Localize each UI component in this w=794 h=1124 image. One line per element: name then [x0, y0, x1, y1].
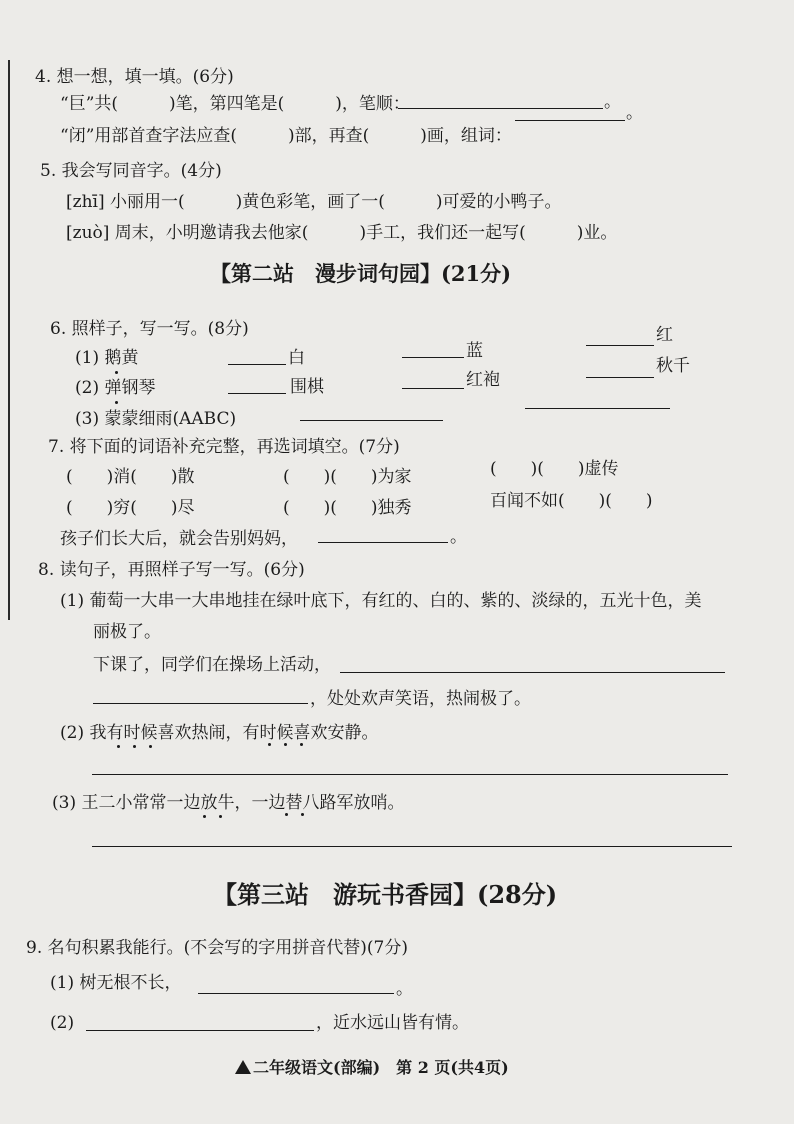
emphasis-dot — [284, 743, 287, 746]
footer-text: 二年级语文(部编) 第 2 页(共4页) — [253, 1058, 509, 1077]
q6-r2-item1: 围棋 — [290, 377, 324, 397]
section2-heading: 【第二站 漫步词句园】(21分) — [210, 261, 512, 286]
page-footer — [235, 1055, 509, 1078]
q7-r1-w3: ( )( )虚传 — [490, 459, 619, 479]
emphasis-dot — [268, 743, 271, 746]
emphasis-dot — [300, 743, 303, 746]
q4-line2: “闭”用部首查字法应查( )部，再查( )画，组词： — [60, 126, 512, 146]
q4-end2: 。 — [626, 103, 643, 123]
q6-r1-blank3[interactable] — [586, 345, 654, 346]
q4-end1: 。 — [604, 92, 621, 112]
publisher-logo-icon — [235, 1060, 251, 1074]
q6-row2-label: (2) 弹钢琴 — [75, 378, 156, 398]
q7-r2-w3: 百闻不如( )( ) — [490, 491, 653, 511]
q6-r2-item3: 秋千 — [656, 356, 690, 376]
q7-r2-w1: ( )穷( )尽 — [66, 498, 195, 518]
q6-title: 6. 照样子，写一写。(8分) — [50, 319, 249, 339]
q9-l1: (1) 树无根不长， — [50, 973, 182, 993]
q6-r1-blank1[interactable] — [228, 364, 286, 365]
emphasis-dot — [203, 815, 206, 818]
q8-title: 8. 读句子，再照样子写一写。(6分) — [38, 560, 305, 580]
q6-r2-blank1[interactable] — [228, 393, 286, 394]
q7-sentence-end: 。 — [450, 527, 467, 547]
q6-r2-blank2[interactable] — [402, 388, 464, 389]
q6-r3-blank2[interactable] — [525, 408, 670, 409]
q4-title: 4. 想一想，填一填。(6分) — [35, 67, 234, 87]
q5-line1: [zhī] 小丽用一( )黄色彩笔，画了一( )可爱的小鸭子。 — [66, 192, 562, 212]
q6-r3-blank1[interactable] — [300, 420, 443, 421]
emphasis-dot — [115, 371, 118, 374]
q4-answer-line1[interactable] — [398, 108, 603, 109]
q8-s3-answer[interactable] — [92, 846, 732, 847]
emphasis-dot — [301, 813, 304, 816]
q8-s1c: 下课了，同学们在操场上活动， — [93, 655, 331, 675]
q7-r1-w2: ( )( )为家 — [283, 467, 412, 487]
q8-s2: (2) 我有时候喜欢热闹，有时候喜欢安静。 — [60, 723, 379, 743]
emphasis-dot — [117, 745, 120, 748]
q8-s1-answer-b[interactable] — [93, 703, 308, 704]
q7-r2-w2: ( )( )独秀 — [283, 498, 412, 518]
emphasis-dot — [133, 745, 136, 748]
q6-row1-label: (1) 鹅黄 — [75, 348, 139, 368]
q6-r1-item2: 蓝 — [466, 341, 483, 361]
emphasis-dot — [219, 815, 222, 818]
q4-answer-line2[interactable] — [515, 120, 625, 121]
section3-heading: 【第三站 游玩书香园】(28分) — [213, 880, 558, 909]
emphasis-dot — [285, 813, 288, 816]
q5-title: 5. 我会写同音字。(4分) — [40, 161, 222, 181]
q9-l1-answer[interactable] — [198, 993, 394, 994]
q6-row3-label: (3) 蒙蒙细雨(AABC) — [75, 409, 237, 429]
binding-margin-line — [8, 60, 10, 620]
q9-l2-end: ，近水远山皆有情。 — [316, 1013, 469, 1033]
q8-s1-answer-a[interactable] — [340, 672, 725, 673]
emphasis-dot — [149, 745, 152, 748]
q9-title: 9. 名句积累我能行。(不会写的字用拼音代替)(7分) — [26, 938, 408, 958]
q7-answer-line[interactable] — [318, 542, 448, 543]
q8-s1a: (1) 葡萄一大串一大串地挂在绿叶底下，有红的、白的、紫的、淡绿的，五光十色，美 — [60, 591, 702, 611]
q8-s2-answer[interactable] — [92, 774, 728, 775]
emphasis-dot — [115, 401, 118, 404]
q6-r1-item1: 白 — [288, 348, 305, 368]
q8-s3: (3) 王二小常常一边放牛，一边替八路军放哨。 — [52, 793, 405, 813]
q7-sentence: 孩子们长大后，就会告别妈妈， — [60, 529, 298, 549]
q4-line1: “巨”共( )笔，第四笔是( )，笔顺： — [60, 94, 410, 114]
q8-s1b: 丽极了。 — [93, 622, 161, 642]
q9-l2-label: (2) — [50, 1013, 75, 1033]
q9-l2-answer[interactable] — [86, 1030, 314, 1031]
q5-line2: [zuò] 周末，小明邀请我去他家( )手工，我们还一起写( )业。 — [66, 223, 618, 243]
q9-l1-end: 。 — [396, 979, 413, 999]
q6-r2-blank3[interactable] — [586, 377, 654, 378]
q8-s1d: ，处处欢声笑语，热闹极了。 — [310, 689, 531, 709]
q7-r1-w1: ( )消( )散 — [66, 467, 195, 487]
q6-r1-item3: 红 — [656, 325, 673, 345]
q7-title: 7. 将下面的词语补充完整，再选词填空。(7分) — [48, 437, 400, 457]
q6-r2-item2: 红袍 — [466, 370, 500, 390]
q6-r1-blank2[interactable] — [402, 357, 464, 358]
